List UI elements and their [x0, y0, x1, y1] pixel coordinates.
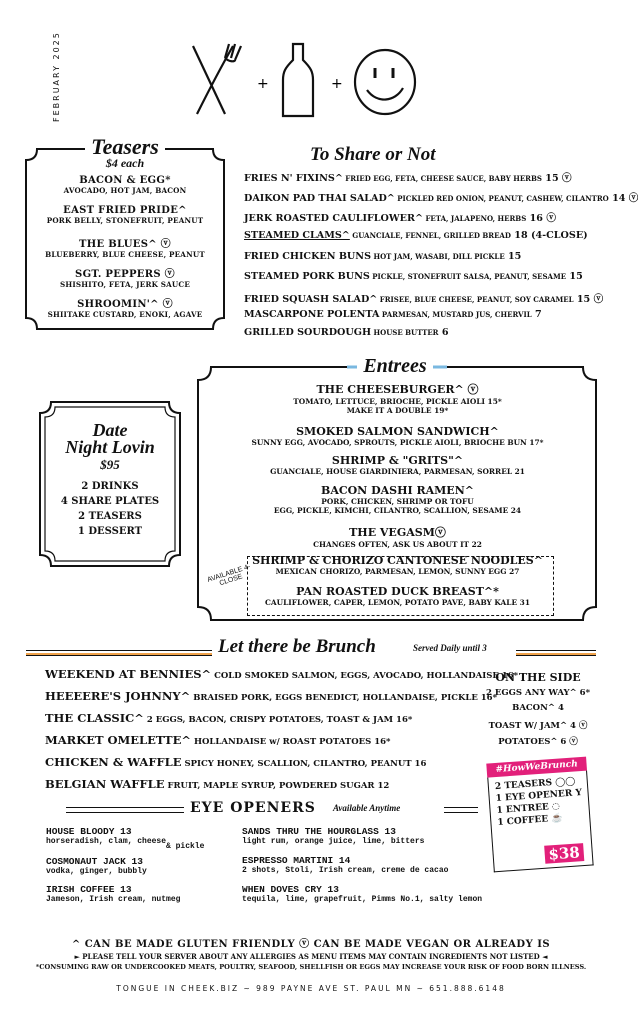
date-label: FEBRUARY 2025	[52, 31, 61, 122]
share-desc: PICKLED RED ONION, PEANUT, CASHEW, CILANTRO	[394, 194, 609, 203]
how-we-brunch-tag: #HowWeBrunch	[486, 757, 587, 778]
entree-desc: CAULIFLOWER, CAPER, LEMON, POTATO PAVE, BABY KALE 31	[265, 598, 530, 607]
how-we-brunch-line: 1 EYE OPENER Y	[495, 788, 583, 805]
eye-rule-left	[66, 807, 184, 813]
brunch-desc: BRAISED PORK, EGGS BENEDICT, HOLLANDAISE, PICKLE 16*	[190, 693, 498, 703]
date-night-title-1: Date	[92, 420, 128, 440]
share-desc: FETA, JALAPENO, HERBS	[423, 214, 527, 223]
share-price: 16 ⓥ	[526, 213, 556, 224]
teasers-title: Teasers	[25, 134, 225, 160]
how-we-brunch-line: 2 TEASERS ◯◯	[494, 776, 576, 793]
brunch-item	[45, 755, 426, 769]
teaser-name: EAST FRIED PRIDE^	[63, 205, 187, 216]
share-name: JERK ROASTED CAULIFLOWER^	[244, 213, 424, 224]
entree-desc: TOMATO, LETTUCE, BRIOCHE, PICKLE AIOLI 15*	[293, 397, 502, 406]
how-we-brunch-line: 1 COFFEE ☕	[497, 813, 563, 828]
share-name: FRIED SQUASH SALAD^	[244, 294, 378, 305]
brunch-item	[45, 667, 518, 681]
teaser-item	[25, 205, 225, 225]
share-item	[244, 190, 638, 204]
egg-icon: ◯◯	[554, 776, 576, 788]
eye-rule-right	[444, 807, 478, 813]
entree-item	[200, 454, 595, 476]
share-name: FRIES N' FIXINS^	[244, 173, 343, 184]
date-night-line: 4 SHARE PLATES	[60, 496, 160, 507]
share-price: 15 ⓥ	[541, 173, 572, 184]
teaser-item	[25, 265, 225, 289]
teaser-desc: BLUEBERRY, BLUE CHEESE, PEANUT	[45, 250, 205, 259]
teaser-item	[25, 235, 225, 259]
share-price: 15	[504, 251, 522, 262]
entree-name: THE CHEESEBURGER^ ⓥ	[316, 383, 479, 396]
drink-name: HOUSE BLOODY 13	[46, 826, 132, 837]
share-price: 15	[566, 271, 583, 282]
share-name: STEAMED PORK BUNS	[244, 271, 370, 282]
how-we-brunch-price: $38	[544, 843, 584, 864]
teaser-name: THE BLUES^ ⓥ	[79, 239, 171, 250]
brunch-name: THE CLASSIC^	[45, 711, 144, 725]
eye-openers-subtitle: Available Anytime	[333, 803, 401, 813]
entree-desc-2: EGG, PICKLE, KIMCHI, CILANTRO, SCALLION, SESAME 24	[273, 506, 522, 515]
eye-openers-title: EYE OPENERS	[190, 800, 316, 816]
entree-desc-2: MAKE IT A DOUBLE 19*	[346, 406, 449, 415]
share-desc: HOT JAM, WASABI, DILL PICKLE	[371, 252, 505, 261]
header-logo	[185, 40, 425, 120]
share-price: 7	[531, 309, 542, 320]
drink-item	[46, 826, 204, 851]
share-desc: PARMESAN, MUSTARD JUS, CHERVIL	[379, 310, 532, 319]
brunch-subtitle: Served Daily until 3	[413, 643, 487, 653]
share-item	[244, 251, 521, 262]
coffee-cup-icon: ☕	[551, 813, 563, 825]
date-night-title-2: Night Lovin	[65, 437, 155, 457]
share-price: 14 ⓥ	[608, 193, 638, 204]
entree-name: SHRIMP & "GRITS"^	[331, 454, 464, 467]
entrees-title: Entrees	[340, 355, 450, 378]
brunch-rule-accent-right	[516, 653, 596, 655]
brunch-item	[45, 689, 497, 703]
teaser-desc: SHIITAKE CUSTARD, ENOKI, AGAVE	[47, 310, 203, 319]
brunch-title: Let there be Brunch	[218, 636, 376, 657]
smiley-icon	[355, 50, 415, 114]
teaser-item	[25, 175, 225, 195]
share-desc: GUANCIALE, FENNEL, GRILLED BREAD	[349, 231, 511, 240]
share-desc: FRISEE, BLUE CHEESE, PEANUT, SOY CARAMEL	[377, 295, 574, 304]
share-name: STEAMED CLAMS^	[244, 230, 350, 241]
entree-item	[200, 484, 595, 515]
fork-knife-icon	[193, 44, 241, 114]
drink-item	[46, 884, 180, 904]
drink-name: COSMONAUT JACK 13	[46, 856, 143, 867]
drink-name: ESPRESSO MARTINI 14	[242, 855, 351, 866]
share-price: 6	[438, 327, 449, 338]
drink-name: WHEN DOVES CRY 13	[242, 884, 339, 895]
share-item	[244, 230, 588, 241]
teaser-name: BACON & EGG*	[79, 175, 171, 186]
brunch-desc: COLD SMOKED SALMON, EGGS, AVOCADO, HOLLANDAISE 16*	[211, 671, 519, 681]
share-name: MASCARPONE POLENTA	[244, 309, 380, 320]
entree-item	[200, 585, 595, 607]
share-desc: FRIED EGG, FETA, CHEESE SAUCE, BABY HERBS	[342, 174, 542, 183]
teasers-subtitle: $4 each	[105, 156, 145, 170]
entree-name: SMOKED SALMON SANDWICH^	[296, 425, 499, 438]
plate-icon: ◌	[551, 801, 561, 813]
plus-2: +	[331, 76, 343, 92]
teaser-desc: PORK BELLY, STONEFRUIT, PEANUT	[46, 216, 204, 225]
entree-item	[200, 425, 595, 447]
brunch-name: WEEKEND AT BENNIES^	[45, 667, 212, 681]
entree-item	[200, 381, 595, 415]
teaser-desc: AVOCADO, HOT JAM, BACON	[63, 186, 187, 195]
teaser-name: SGT. PEPPERS ⓥ	[75, 269, 175, 280]
teaser-name: SHROOMIN'^ ⓥ	[77, 299, 173, 310]
share-item	[244, 291, 603, 305]
brunch-rule-accent-left	[26, 653, 212, 655]
brunch-name: HEEEERE'S JOHNNY^	[45, 689, 191, 703]
cocktail-icon: Y	[575, 788, 583, 799]
drink-item	[242, 884, 482, 904]
entree-desc: GUANCIALE, HOUSE GIARDINIERA, PARMESAN, SORREL 21	[270, 467, 525, 476]
drink-name: IRISH COFFEE 13	[46, 884, 132, 895]
raw-food-warning: *CONSUMING RAW OR UNDERCOOKED MEATS, POULTRY, SEAFOOD, SHELLFISH OR EGGS MAY INCREASE YOUR RISK OF FOOD BORN ILLNESS.	[35, 963, 587, 971]
brunch-item	[45, 733, 390, 747]
bottle-icon	[283, 44, 313, 116]
share-item	[244, 210, 556, 224]
address-line: TONGUE IN CHEEK.BIZ ~ 989 PAYNE AVE ST. PAUL MN ~ 651.888.6148	[116, 984, 506, 993]
entree-desc: SUNNY EGG, AVOCADO, SPROUTS, PICKLE AIOLI, BRIOCHE BUN 17*	[251, 438, 544, 447]
brunch-item	[45, 711, 412, 725]
share-price: 15 ⓥ	[573, 294, 604, 305]
brunch-desc: HOLLANDAISE w/ ROAST POTATOES 16*	[191, 737, 391, 747]
entree-name: SHRIMP & CHORIZO CANTONESE NOODLES^	[252, 554, 543, 567]
date-night-price: $95	[100, 457, 120, 472]
drink-desc: tequila, lime, grapefruit, Pimms No.1, salty lemon	[242, 895, 483, 904]
brunch-desc: 2 EGGS, BACON, CRISPY POTATOES, TOAST & JAM 16*	[143, 715, 413, 725]
date-night-line: 2 DRINKS	[81, 481, 139, 492]
entree-desc: MEXICAN CHORIZO, PARMESAN, LEMON, SUNNY EGG 27	[275, 567, 520, 576]
share-item	[244, 170, 572, 184]
entree-item	[200, 524, 595, 549]
drink-item	[242, 826, 424, 846]
drink-desc: horseradish, clam, cheese	[46, 837, 167, 846]
brunch-item	[45, 777, 389, 791]
entree-desc: CHANGES OFTEN, ASK US ABOUT IT 22	[313, 540, 482, 549]
date-night-line: 2 TEASERS	[78, 511, 142, 522]
share-item	[244, 309, 542, 320]
entree-name: PAN ROASTED DUCK BREAST^*	[296, 585, 499, 598]
entree-item	[200, 554, 595, 576]
entree-name: BACON DASHI RAMEN^	[321, 484, 474, 497]
entree-desc: PORK, CHICKEN, SHRIMP OR TOFU	[321, 497, 474, 506]
available-note: AVAILABLE 4-CLOSE	[206, 563, 252, 588]
drink-name: SANDS THRU THE HOURGLASS 13	[242, 826, 396, 837]
drink-desc: 2 shots, Stoli, Irish cream, creme de cacao	[242, 866, 449, 875]
date-night-line: 1 DESSERT	[77, 526, 143, 537]
side-item: BACON^ 4	[512, 703, 564, 713]
teaser-desc: SHISHITO, FETA, JERK SAUCE	[59, 280, 191, 289]
entree-name: THE VEGASMⓥ	[349, 526, 446, 539]
drink-item	[242, 855, 448, 875]
teaser-item	[25, 295, 225, 319]
share-desc: PICKLE, STONEFRUIT SALSA, PEANUT, SESAME	[369, 272, 567, 281]
share-item	[244, 271, 583, 282]
share-price: 18 (4-CLOSE)	[510, 230, 588, 241]
share-title: To Share or Not	[310, 144, 436, 165]
drink-desc-2: & pickle	[166, 842, 205, 851]
share-name: FRIED CHICKEN BUNS	[244, 251, 372, 262]
brunch-desc: FRUIT, MAPLE SYRUP, POWDERED SUGAR 12	[164, 781, 390, 791]
plus-1: +	[257, 76, 269, 92]
side-title: ON THE SIDE	[495, 671, 581, 684]
allergy-notice: ► PLEASE TELL YOUR SERVER ABOUT ANY ALLERGIES AS MENU ITEMS MAY CONTAIN INGREDIENTS NOT LISTED ◄	[74, 952, 548, 961]
share-name: GRILLED SOURDOUGH	[244, 327, 372, 338]
how-we-brunch-line: 1 ENTREE ◌	[496, 801, 561, 817]
how-we-brunch-card	[486, 757, 593, 874]
share-item	[244, 327, 449, 338]
side-item: POTATOES^ 6 ⓥ	[498, 737, 578, 747]
brunch-desc: SPICY HONEY, SCALLION, CILANTRO, PEANUT 16	[181, 759, 427, 769]
drink-desc: Jameson, Irish cream, nutmeg	[46, 895, 181, 904]
share-name: DAIKON PAD THAI SALAD^	[244, 193, 395, 204]
drink-desc: light rum, orange juice, lime, bitters	[242, 837, 425, 846]
side-item: 2 EGGS ANY WAY^ 6*	[486, 688, 591, 698]
brunch-name: BELGIAN WAFFLE	[45, 777, 165, 791]
brunch-name: MARKET OMELETTE^	[45, 733, 192, 747]
drink-desc: vodka, ginger, bubbly	[46, 867, 147, 876]
share-desc: HOUSE BUTTER	[371, 328, 439, 337]
dietary-legend: ^ CAN BE MADE GLUTEN FRIENDLY ⓥ CAN BE MADE VEGAN OR ALREADY IS	[71, 939, 551, 950]
side-item: TOAST W/ JAM^ 4 ⓥ	[488, 721, 588, 731]
brunch-name: CHICKEN & WAFFLE	[45, 755, 182, 769]
drink-item	[46, 856, 147, 876]
